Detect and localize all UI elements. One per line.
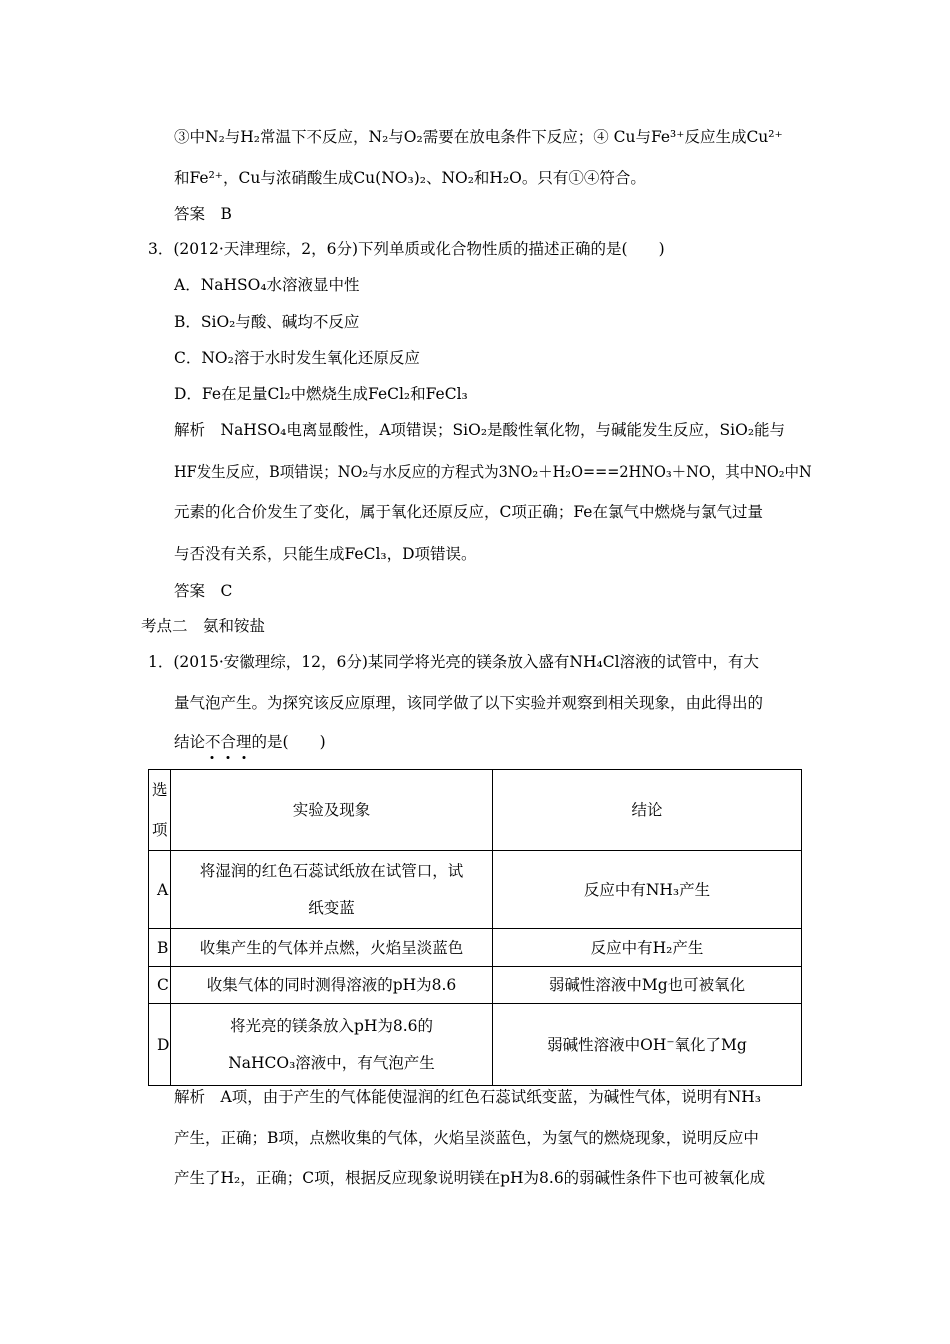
question-1: 1．(2015·安徽理综，12，6分)某同学将光亮的镁条放入盛有NH₄Cl溶液的试管中，有大 bbox=[148, 653, 760, 671]
analysis-line: 产生，正确；B项，点燃收集的气体，火焰呈淡蓝色，为氢气的燃烧现象，说明反应中 bbox=[174, 1129, 759, 1147]
option-d: D．Fe在足量Cl₂中燃烧生成FeCl₂和FeCl₃ bbox=[174, 385, 468, 403]
question-text: 的是( ) bbox=[251, 733, 326, 751]
table-row bbox=[149, 929, 802, 967]
question-1 bbox=[174, 731, 326, 753]
table-row bbox=[149, 1004, 802, 1086]
table-cell: 弱碱性溶液中OH⁻氧化了Mg bbox=[493, 1004, 802, 1086]
analysis-line: 产生了H₂，正确；C项，根据反应现象说明镁在pH为8.6的弱碱性条件下也可被氧化成 bbox=[174, 1169, 766, 1187]
table-cell: A bbox=[149, 851, 171, 929]
table-cell: 将湿润的红色石蕊试纸放在试管口，试纸变蓝 bbox=[171, 851, 493, 929]
table-cell: B bbox=[149, 929, 171, 967]
table-row bbox=[149, 967, 802, 1004]
table-cell: C bbox=[149, 967, 171, 1004]
table-header: 实验及现象 bbox=[171, 770, 493, 851]
question-text: 结论 bbox=[174, 733, 206, 751]
section-title: 考点二 氨和铵盐 bbox=[141, 617, 266, 635]
table-header: 选项 bbox=[149, 770, 171, 851]
answer-line: 答案 C bbox=[174, 582, 233, 600]
question-3: 3．(2012·天津理综，2，6分)下列单质或化合物性质的描述正确的是( ) bbox=[148, 240, 665, 258]
analysis-line: 解析 NaHSO₄电离显酸性，A项错误；SiO₂是酸性氧化物，与碱能发生反应，SiO₂能与 bbox=[174, 421, 786, 439]
table-cell: D bbox=[149, 1004, 171, 1086]
table-header: 结论 bbox=[493, 770, 802, 851]
text-line: 和Fe²⁺，Cu与浓硝酸生成Cu(NO₃)₂、NO₂和H₂O。只有①④符合。 bbox=[174, 169, 646, 187]
experiment-table bbox=[148, 769, 802, 1086]
option-c: C．NO₂溶于水时发生氧化还原反应 bbox=[174, 349, 420, 367]
table-row bbox=[149, 851, 802, 929]
table-cell: 反应中有NH₃产生 bbox=[493, 851, 802, 929]
analysis-line: HF发生反应，B项错误；NO₂与水反应的方程式为3NO₂＋H₂O===2HNO₃＋NO，其中NO₂中N bbox=[174, 463, 812, 481]
table-cell: 收集气体的同时测得溶液的pH为8.6 bbox=[171, 967, 493, 1004]
table-cell: 反应中有H₂产生 bbox=[493, 929, 802, 967]
text-line: ③中N₂与H₂常温下不反应，N₂与O₂需要在放电条件下反应；④ Cu与Fe³⁺反应生成Cu²⁺ bbox=[174, 128, 783, 146]
answer-line: 答案 B bbox=[174, 205, 232, 223]
table-cell: 收集产生的气体并点燃，火焰呈淡蓝色 bbox=[171, 929, 493, 967]
analysis-line: 与否没有关系，只能生成FeCl₃，D项错误。 bbox=[174, 545, 477, 563]
analysis-line: 元素的化合价发生了变化，属于氧化还原反应，C项正确；Fe在氯气中燃烧与氯气过量 bbox=[174, 503, 763, 521]
table-cell: 弱碱性溶液中Mg也可被氧化 bbox=[493, 967, 802, 1004]
option-a: A．NaHSO₄水溶液显中性 bbox=[174, 276, 360, 294]
analysis-line: 解析 A项，由于产生的气体能使湿润的红色石蕊试纸变蓝，为碱性气体，说明有NH₃ bbox=[174, 1088, 761, 1106]
question-1: 量气泡产生。为探究该反应原理，该同学做了以下实验并观察到相关现象，由此得出的 bbox=[174, 694, 764, 712]
table-header-row bbox=[149, 770, 802, 851]
table-cell: 将光亮的镁条放入pH为8.6的NaHCO₃溶液中，有气泡产生 bbox=[171, 1004, 493, 1086]
option-b: B．SiO₂与酸、碱均不反应 bbox=[174, 313, 360, 331]
emphasis-text: 不合理 bbox=[205, 733, 252, 751]
